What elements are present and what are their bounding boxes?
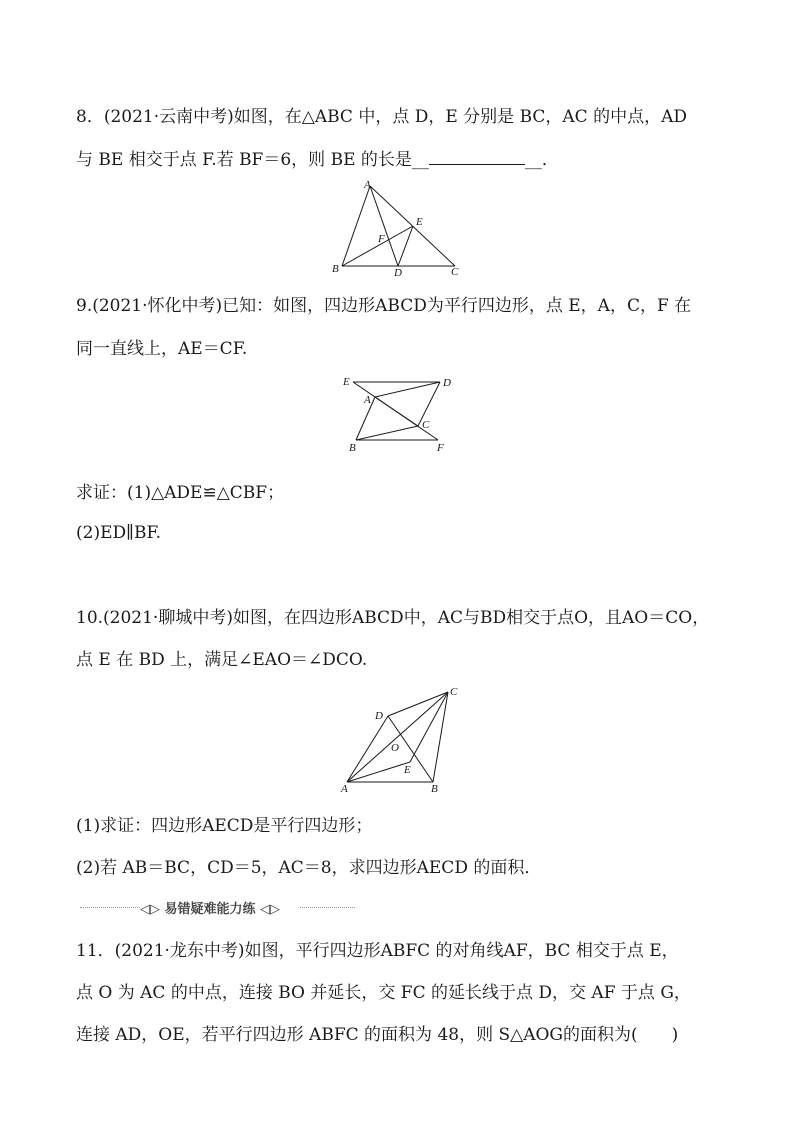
q8-label-C: C <box>451 266 459 278</box>
q9-line1: 9.(2021·怀化中考)已知：如图，四边形ABCD为平行四边形，点 E，A，C，F 在 <box>76 296 692 316</box>
section-title: ◁▷ 易错疑难能力练 ◁▷ <box>140 902 281 917</box>
q9-label-A: A <box>364 394 371 406</box>
section-heading <box>0 898 794 918</box>
q8-line2-end: __． <box>524 150 559 170</box>
q8-line1: 8．(2021·云南中考)如图，在△ABC 中，点 D，E 分别是 BC，AC 的中点，AD <box>76 107 687 127</box>
q10-line1: 10.(2021·聊城中考)如图，在四边形ABCD中，AC与BD相交于点O，且AO＝CO， <box>76 608 710 628</box>
q8-line2 <box>76 149 559 171</box>
q10-label-O: O <box>391 742 399 754</box>
q9-label-D: D <box>443 377 451 389</box>
q9-prove2: (2)ED∥BF. <box>76 523 162 543</box>
q10-line2: 点 E 在 BD 上，满足∠EAO＝∠DCO. <box>76 650 368 670</box>
section-rule-left <box>80 907 140 909</box>
q9-label-C: C <box>422 419 430 431</box>
q9-label-F: F <box>437 442 444 454</box>
section-rule-right <box>300 907 355 909</box>
q10-quadrilateral-figure <box>338 682 468 794</box>
q9-label-E: E <box>343 376 350 388</box>
q8-label-E: E <box>416 216 423 228</box>
q10-label-B: B <box>431 783 438 794</box>
q10-part2: (2)若 AB＝BC，CD＝5，AC＝8，求四边形AECD 的面积． <box>76 858 542 878</box>
q10-label-C: C <box>450 686 458 698</box>
q11-line3: 连接 AD，OE，若平行四边形 ABFC 的面积为 48，则 S△AOG的面积为( ) <box>76 1025 679 1045</box>
q8-label-A: A <box>364 179 371 191</box>
q8-label-F: F <box>378 233 385 245</box>
q10-label-A: A <box>341 783 348 794</box>
q8-label-D: D <box>394 267 402 278</box>
q9-line2: 同一直线上，AE＝CF. <box>76 339 248 359</box>
q9-label-B: B <box>349 442 356 454</box>
q10-label-E: E <box>404 764 411 776</box>
q9-prove1: 求证：(1)△ADE≌△CBF； <box>76 483 285 503</box>
q10-part1: (1)求证：四边形AECD是平行四边形； <box>76 816 373 836</box>
q10-label-D: D <box>375 710 383 722</box>
answer-blank[interactable] <box>429 150 525 165</box>
q8-label-B: B <box>332 263 339 275</box>
q11-line1: 11．(2021·龙东中考)如图，平行四边形ABFC 的对角线AF，BC 相交于点 E， <box>76 941 679 961</box>
q9-parallelogram-figure <box>338 372 458 458</box>
q8-triangle-figure <box>330 178 470 278</box>
q8-line2-text: 与 BE 相交于点 F.若 BF＝6，则 BE 的长是__ <box>76 150 429 170</box>
q11-line2: 点 O 为 AC 的中点，连接 BO 并延长，交 FC 的延长线于点 D，交 AF 于点 G， <box>76 983 691 1003</box>
